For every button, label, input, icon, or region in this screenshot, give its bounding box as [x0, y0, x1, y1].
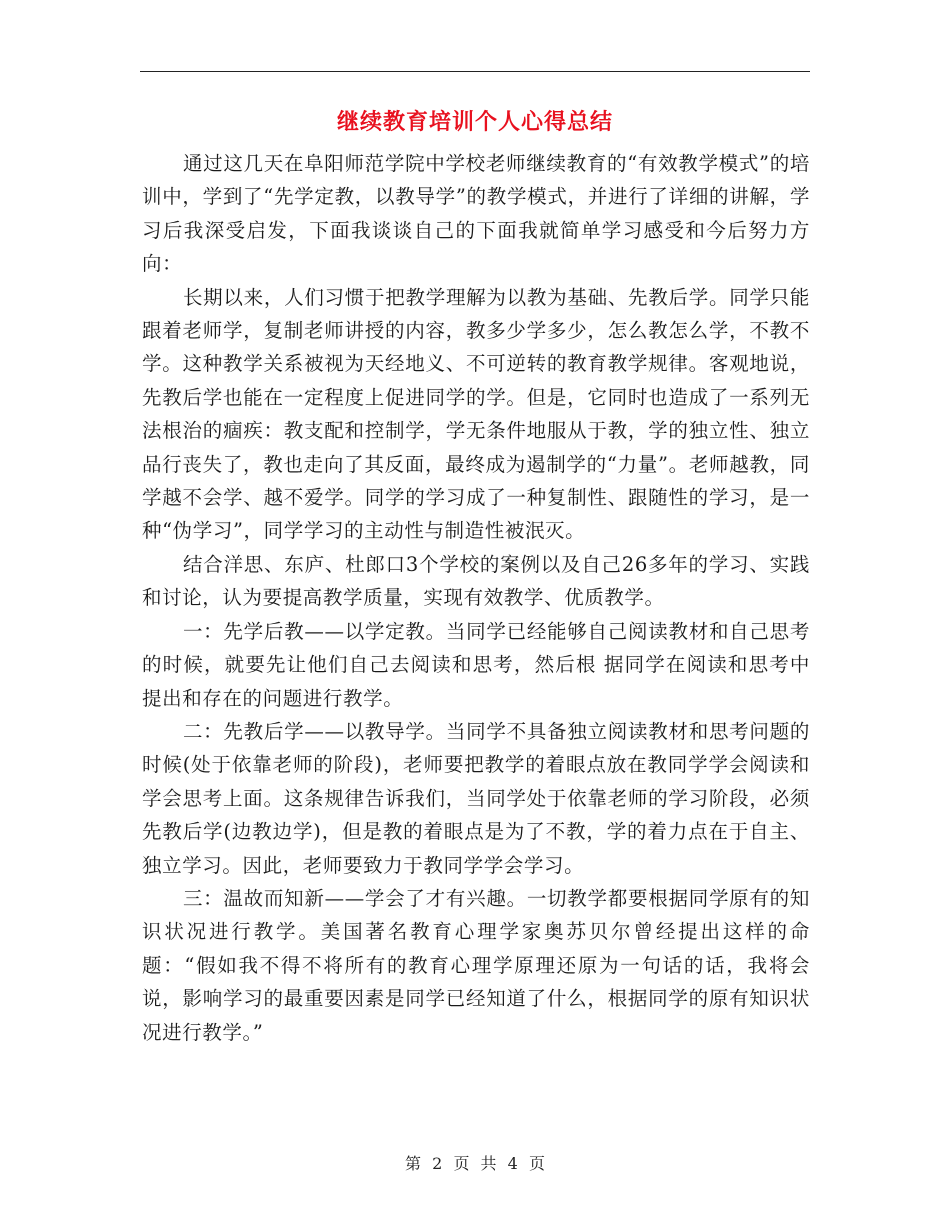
- footer-total-unit: 页: [528, 1154, 545, 1173]
- footer-total-prefix: 共: [480, 1154, 497, 1173]
- paragraph: 二：先教后学——以教导学。当同学不具备独立阅读教材和思考问题的时候(处于依靠老师的阶段)，老师要把教学的着眼点放在教同学学会阅读和学会思考上面。这条规律告诉我们，当同学处于依靠老师的学习阶段，必须先教后学(边教边学)，但是教的着眼点是为了不教，学的着力点在于自主、独立学习。因此，老师要致力于教同学学会学习。: [142, 719, 810, 877]
- paragraph: 三：温故而知新——学会了才有兴趣。一切教学都要根据同学原有的知识状况进行教学。美国著名教育心理学家奥苏贝尔曾经提出这样的命题：“假如我不得不将所有的教育心理学原理还原为一句话的话，我将会说，影响学习的最重要因素是同学已经知道了什么，根据同学的原有知识状况进行教学。”: [142, 886, 810, 1044]
- header-rule: [140, 71, 810, 72]
- paragraph: 结合洋思、东庐、杜郎口3个学校的案例以及自己26多年的学习、实践和讨论，认为要提高教学质量，实现有效教学、优质教学。: [142, 552, 810, 610]
- paragraph: 通过这几天在阜阳师范学院中学校老师继续教育的“有效教学模式”的培训中，学到了“先学定教，以教导学”的教学模式，并进行了详细的讲解，学习后我深受启发，下面我谈谈自己的下面我就简单学习感受和今后努力方向：: [142, 152, 810, 276]
- document-body: [142, 147, 810, 1049]
- document-title: 继续教育培训个人心得总结: [336, 110, 613, 135]
- page-footer: [0, 1152, 950, 1176]
- footer-page-number: 2: [432, 1154, 443, 1173]
- footer-page-unit: 页: [453, 1154, 470, 1173]
- paragraph: 一：先学后教——以学定教。当同学已经能够自己阅读教材和自己思考的时候，就要先让他们自己去阅读和思考，然后根 据同学在阅读和思考中提出和存在的问题进行教学。: [142, 619, 810, 710]
- footer-total-pages: 4: [507, 1154, 518, 1173]
- paragraph: 长期以来，人们习惯于把教学理解为以教为基础、先教后学。同学只能跟着老师学，复制老师讲授的内容，教多少学多少，怎么教怎么学，不教不学。这种教学关系被视为天经地义、不可逆转的教育教学规律。客观地说，先教后学也能在一定程度上促进同学的学。但是，它同时也造成了一系列无法根治的痼疾：教支配和控制学，学无条件地服从于教，学的独立性、独立品行丧失了，教也走向了其反面，最终成为遏制学的“力量”。老师越教，同学越不会学、越不爱学。同学的学习成了一种复制性、跟随性的学习，是一种“伪学习”，同学学习的主动性与制造性被泯灭。: [142, 285, 810, 543]
- footer-prefix: 第: [405, 1154, 422, 1173]
